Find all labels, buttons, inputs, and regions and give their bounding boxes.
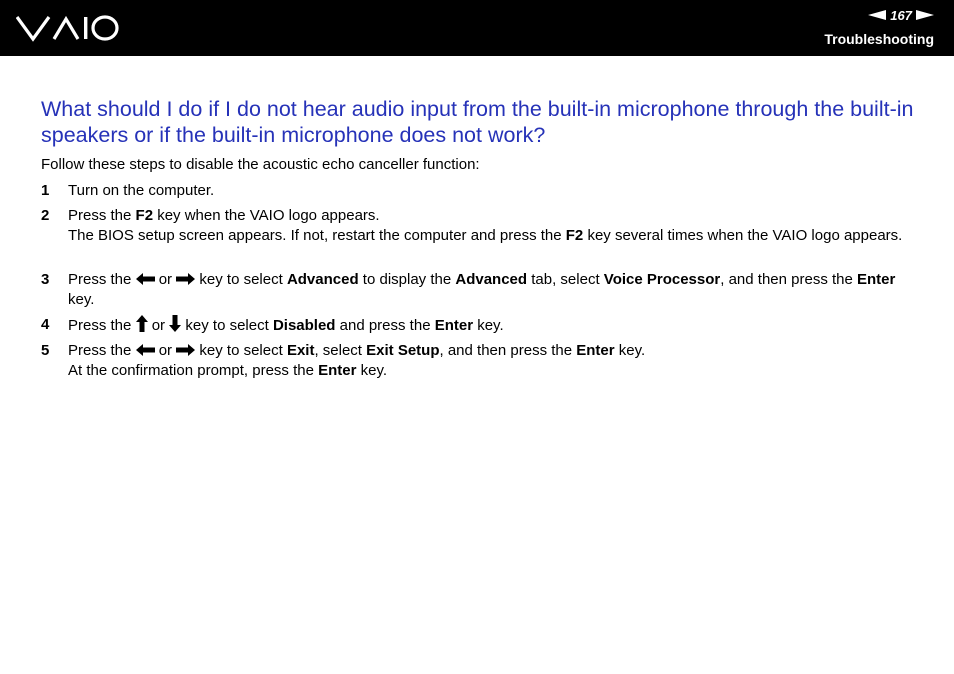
intro-text: Follow these steps to disable the acoustic echo canceller function: <box>41 156 480 173</box>
step-text: key to select <box>181 317 273 334</box>
step-text: and press the <box>335 317 435 334</box>
step-text: , and then press the <box>439 342 577 359</box>
step-text: key. <box>473 317 504 334</box>
menu-term: Exit <box>286 342 315 359</box>
key-name: Enter <box>434 317 474 334</box>
key-name: Enter <box>857 271 896 288</box>
step-text: Press the <box>68 271 136 288</box>
step-text: , select <box>314 342 367 359</box>
key-name: Enter <box>318 361 357 379</box>
step-text: , and then press the <box>720 271 858 288</box>
down-arrow-key-icon <box>169 315 181 332</box>
step-4 <box>41 315 911 336</box>
menu-term: Voice Processor <box>603 271 721 288</box>
prev-page-arrow-icon[interactable] <box>868 10 886 20</box>
step-text: Press the <box>68 342 136 359</box>
step-text: or <box>154 271 177 288</box>
step-note: At the confirmation prompt, press the <box>68 361 319 379</box>
left-arrow-key-icon <box>136 344 155 356</box>
step-text: Turn on the computer. <box>68 182 215 199</box>
step-text: key. <box>68 290 95 308</box>
right-arrow-key-icon <box>176 273 195 285</box>
menu-term: Advanced <box>455 271 528 288</box>
step-note: key. <box>356 361 388 379</box>
key-name: Enter <box>576 342 615 359</box>
menu-term: Exit Setup <box>366 342 440 359</box>
step-2 <box>41 206 911 245</box>
step-text: or <box>154 342 177 359</box>
step-note: key several times when the VAIO logo appears. <box>583 226 903 244</box>
step-text: to display the <box>358 271 456 288</box>
step-text: or <box>147 317 170 334</box>
menu-term: Disabled <box>272 317 336 334</box>
key-name: F2 <box>135 207 154 224</box>
step-number: 2 <box>41 207 50 224</box>
up-arrow-key-icon <box>136 315 148 332</box>
page-navigation <box>868 7 934 23</box>
menu-term: Advanced <box>286 271 359 288</box>
step-number: 1 <box>41 182 50 199</box>
step-1 <box>41 181 911 201</box>
step-text: key to select <box>195 271 287 288</box>
right-arrow-key-icon <box>176 344 195 356</box>
step-text: key. <box>614 342 646 359</box>
step-number: 5 <box>41 342 50 359</box>
step-note: The BIOS setup screen appears. If not, restart the computer and press the <box>68 226 566 244</box>
page-number: 167 <box>890 7 912 23</box>
step-5 <box>41 341 911 380</box>
section-title: Troubleshooting <box>824 31 934 47</box>
step-text: Press the <box>68 317 136 334</box>
step-number: 3 <box>41 271 50 288</box>
page-header <box>0 0 954 56</box>
step-text: Press the <box>68 207 136 224</box>
left-arrow-key-icon <box>136 273 155 285</box>
page-heading: What should I do if I do not hear audio input from the built-in microphone through the built-in speakers or if the built-in microphone does not work? <box>41 97 914 147</box>
step-text: tab, select <box>527 271 604 288</box>
step-text: key to select <box>195 342 287 359</box>
key-name: F2 <box>565 226 584 244</box>
next-page-arrow-icon[interactable] <box>916 10 934 20</box>
vaio-logo <box>16 14 120 42</box>
step-3 <box>41 270 911 309</box>
step-text: key when the VAIO logo appears. <box>153 207 380 224</box>
step-number: 4 <box>41 316 50 333</box>
